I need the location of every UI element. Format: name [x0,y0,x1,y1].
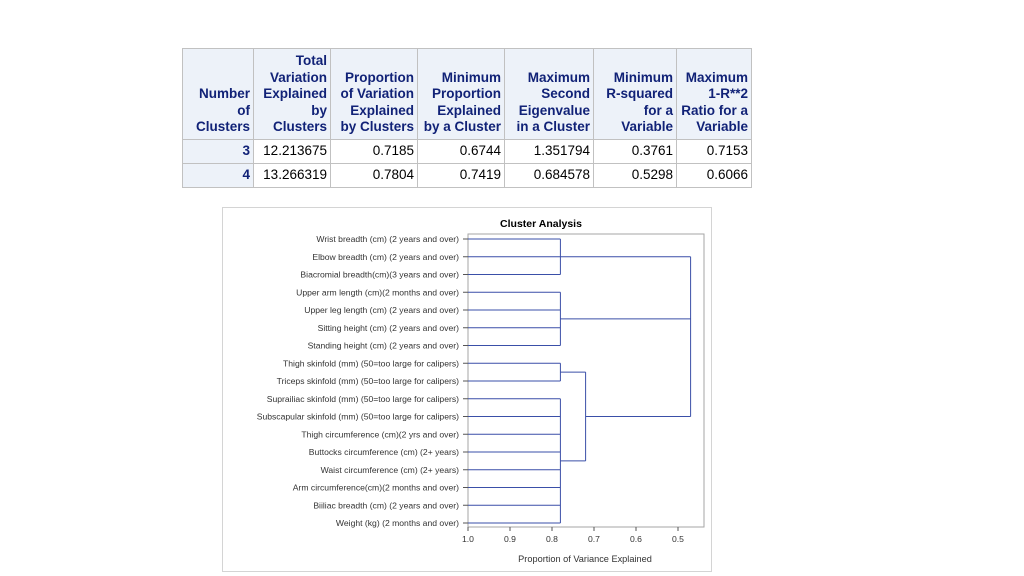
x-tick-label: 0.8 [546,534,558,544]
header-number-of-clusters: Number of Clusters [183,49,254,140]
leaf-label: Wrist breadth (cm) (2 years and over) [316,234,459,244]
cell-proportion: 0.7804 [331,163,418,187]
chart-title: Cluster Analysis [500,218,582,230]
row-cluster-count: 3 [183,139,254,163]
x-tick-label: 0.5 [672,534,684,544]
x-tick-label: 1.0 [462,534,474,544]
cell-total-variation: 12.213675 [254,139,331,163]
leaf-label: Thigh skinfold (mm) (50=too large for calipers) [283,358,459,369]
x-axis [462,527,684,544]
x-tick-label: 0.6 [630,534,642,544]
table-row [183,163,752,187]
header-max-second-eigenvalue: Maximum Second Eigenvalue in a Cluster [505,49,594,140]
header-min-r-squared: Minimum R-squared for a Variable [594,49,677,140]
table-header-row [183,49,752,140]
cell-min-proportion: 0.7419 [418,163,505,187]
leaf-label: Upper leg length (cm) (2 years and over) [304,305,459,315]
header-proportion-variation: Proportion of Variation Explained by Clusters [331,49,418,140]
x-axis-title: Proportion of Variance Explained [518,554,652,564]
cell-total-variation: 13.266319 [254,163,331,187]
cell-min-proportion: 0.6744 [418,139,505,163]
cell-min-r-squared: 0.5298 [594,163,677,187]
header-total-variation: Total Variation Explained by Clusters [254,49,331,140]
leaf-label: Triceps skinfold (mm) (50=too large for calipers) [276,376,459,386]
leaf-label: Subscapular skinfold (mm) (50=too large for calipers) [256,411,459,422]
leaf-label: Thigh circumference (cm)(2 yrs and over) [301,429,459,440]
leaf-labels [257,234,459,528]
table-row [183,139,752,163]
cell-proportion: 0.7185 [331,139,418,163]
leaf-ticks [463,239,468,523]
x-tick-label: 0.7 [588,534,600,544]
leaf-label: Biiliac breadth (cm) (2 years and over) [313,500,459,511]
header-minimum-proportion: Minimum Proportion Explained by a Cluster [418,49,505,140]
leaf-label: Weight (kg) (2 months and over) [335,518,459,528]
leaf-label: Sitting height (cm) (2 years and over) [317,322,459,333]
cell-min-r-squared: 0.3761 [594,139,677,163]
cell-max-ratio: 0.6066 [677,163,752,187]
header-max-ratio: Maximum 1-R**2 Ratio for a Variable [677,49,752,140]
leaf-label: Suprailiac skinfold (mm) (50=too large for calipers) [266,393,459,404]
leaf-label: Waist circumference (cm) (2+ years) [320,464,459,475]
dendrogram-chart [223,208,711,571]
dendrogram-panel [222,207,712,572]
row-cluster-count: 4 [183,163,254,187]
dendrogram-branches [468,239,691,523]
cell-max-eigenvalue: 0.684578 [505,163,594,187]
x-tick-label: 0.9 [504,534,516,544]
leaf-label: Upper arm length (cm)(2 months and over) [296,287,459,298]
leaf-label: Elbow breadth (cm) (2 years and over) [312,251,459,262]
leaf-label: Buttocks circumference (cm) (2+ years) [308,447,459,457]
cell-max-ratio: 0.7153 [677,139,752,163]
cell-max-eigenvalue: 1.351794 [505,139,594,163]
leaf-label: Standing height (cm) (2 years and over) [307,340,459,351]
leaf-label: Biacromial breadth(cm)(3 years and over) [300,269,459,280]
leaf-label: Arm circumference(cm)(2 months and over) [292,482,459,493]
cluster-summary-table [182,48,752,188]
